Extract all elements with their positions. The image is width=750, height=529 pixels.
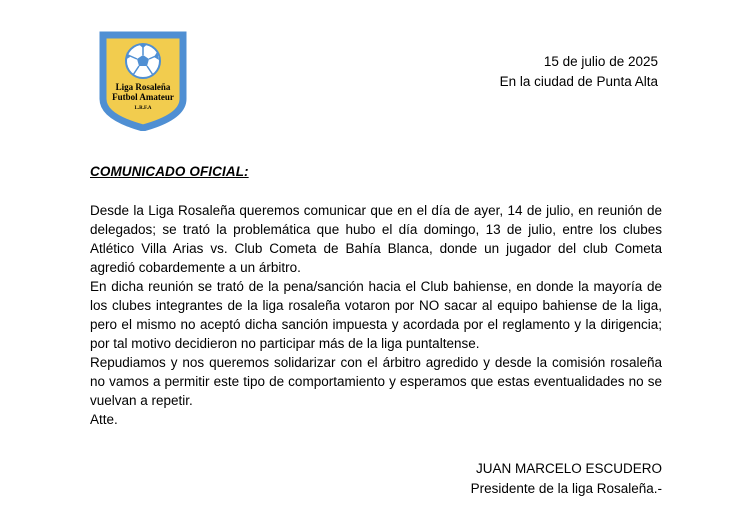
document-title: COMUNICADO OFICIAL: bbox=[90, 164, 249, 179]
document-place: En la ciudad de Punta Alta bbox=[499, 74, 658, 89]
date-location-block bbox=[500, 52, 658, 92]
logo-line-3: L.R.F.A bbox=[134, 106, 152, 111]
paragraph: En dicha reunión se trató de la pena/sanción hacia el Club bahiense, en donde la mayoría de los clubes integrantes de la liga rosaleña votaron por NO sacar al equipo bahiense de la liga, pero el mismo no aceptó dicha sanción impuesta y acordada por el reglamento y la dirigencia; por tal motivo decidieron no participar más de la liga puntaltense. bbox=[90, 279, 662, 351]
document-body bbox=[90, 201, 662, 429]
logo-line-2: Futbol Amateur bbox=[112, 92, 174, 102]
signature-block bbox=[471, 459, 662, 499]
league-logo bbox=[99, 31, 187, 131]
paragraph: Repudiamos y nos queremos solidarizar con el árbitro agredido y desde la comisión rosaleña no vamos a permitir este tipo de comportamiento y esperamos que estas eventualidades no se vuelvan a repetir. bbox=[90, 355, 662, 408]
signer-role: Presidente de la liga Rosaleña.- bbox=[470, 481, 662, 496]
signer-name: JUAN MARCELO ESCUDERO bbox=[475, 461, 662, 476]
paragraph: Atte. bbox=[90, 412, 118, 427]
logo-line-1: Liga Rosaleña bbox=[115, 82, 171, 92]
document-date: 15 de julio de 2025 bbox=[543, 54, 658, 69]
soccer-ball-icon bbox=[125, 44, 160, 78]
paragraph: Desde la Liga Rosaleña queremos comunicar que en el día de ayer, 14 de julio, en reunión de delegados; se trató la problemática que hubo el día domingo, 13 de julio, entre los clubes Atlético Villa Arias vs. Club Cometa de Bahía Blanca, donde un jugador del club Cometa agredió cobardemente a un árbitro. bbox=[90, 203, 662, 275]
